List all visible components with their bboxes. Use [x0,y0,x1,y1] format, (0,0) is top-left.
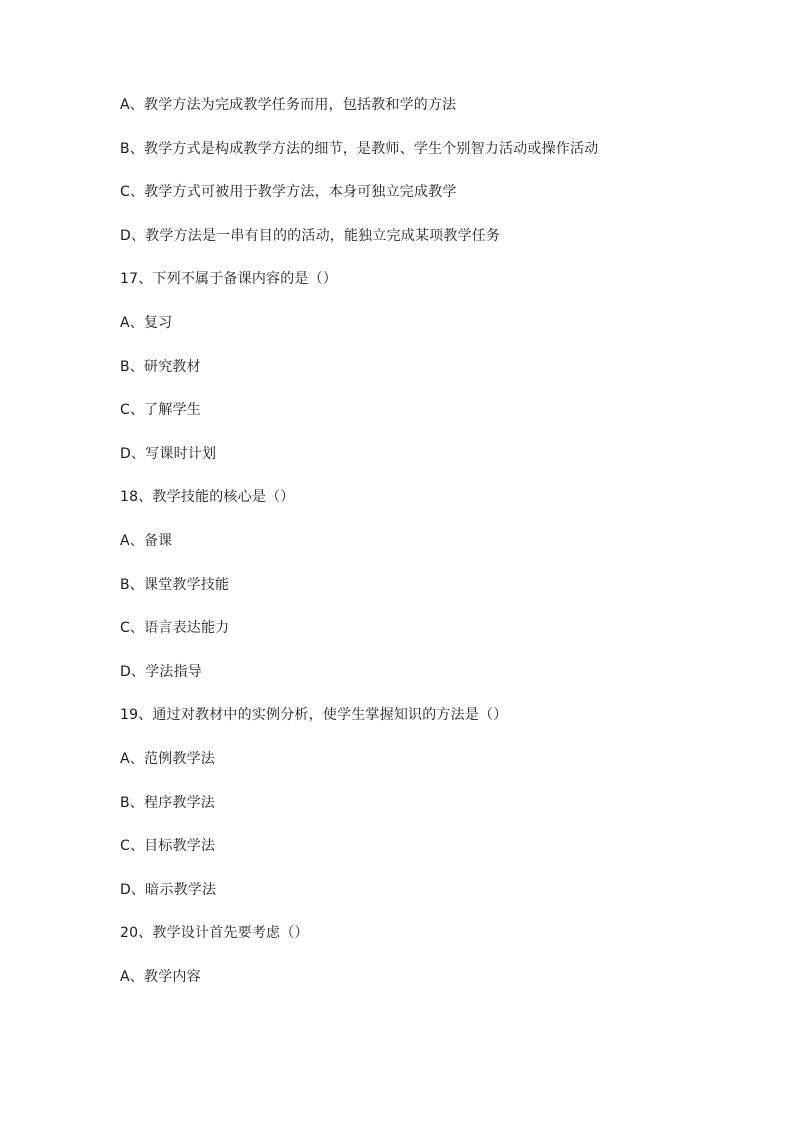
option-line: C、语言表达能力 [120,620,230,637]
option-line: A、范例教学法 [120,750,215,767]
option-line: A、教学方法为完成教学任务而用，包括教和学的方法 [120,97,457,113]
option-line: D、暗示教学法 [120,881,217,898]
question-line: 18、教学技能的核心是（） [120,489,295,506]
option-line: C、了解学生 [120,402,201,419]
option-line: D、写课时计划 [120,445,217,462]
option-line: A、复习 [120,314,173,331]
option-line: D、教学方法是一串有目的的活动，能独立完成某项教学任务 [120,227,501,244]
option-line: B、教学方式是构成教学方法的细节，是教师、学生个别智力活动或操作活动 [120,140,599,157]
option-line: A、教学内容 [120,968,201,985]
option-line: B、程序教学法 [120,794,216,811]
option-line: B、课堂教学技能 [120,576,230,593]
question-line: 17、下列不属于备课内容的是（） [120,271,338,288]
option-line: C、教学方式可被用于教学方法，本身可独立完成教学 [120,184,457,201]
question-line: 19、通过对教材中的实例分析，使学生掌握知识的方法是（） [120,707,508,724]
option-line: B、研究教材 [120,358,201,375]
question-list [120,95,760,1010]
question-line: 20、教学设计首先要考虑（） [120,925,309,942]
option-line: D、学法指导 [120,663,202,680]
option-line: C、目标教学法 [120,838,216,855]
option-line: A、备课 [120,532,173,549]
